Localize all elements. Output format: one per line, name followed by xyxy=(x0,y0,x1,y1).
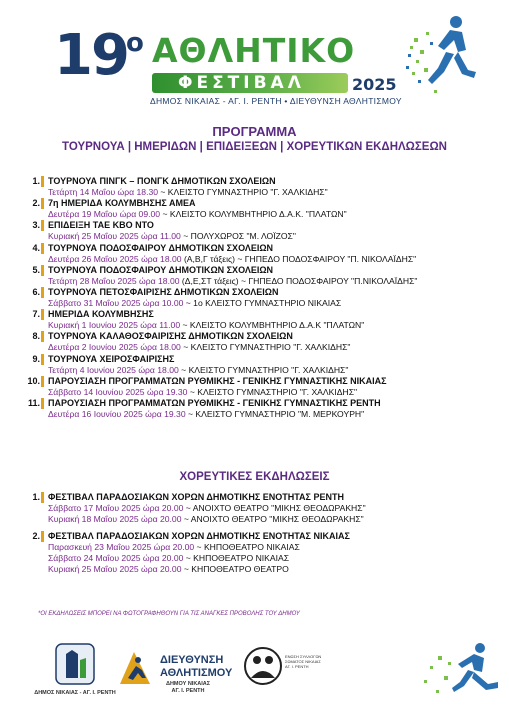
item-title: ΤΟΥΡΝΟΥΑ ΠΕΤΟΣΦΑΙΡΙΣΗΣ ΔΗΜΟΤΙΚΩΝ ΣΧΟΛΕΙΩΝ xyxy=(48,286,279,297)
item-title-row xyxy=(26,331,486,342)
directorate-title-line1: ΔΙΕΥΘΥΝΣΗ xyxy=(160,654,224,666)
item-title-row xyxy=(26,531,486,542)
edition-degree: ο xyxy=(126,28,144,58)
item-date: Κυριακή 25 Μαΐου 2025 ώρα 20.00 xyxy=(48,564,182,574)
dance-list xyxy=(26,492,486,581)
item-date: Σάββατο 24 Μαΐου 2025 ώρα 20.00 xyxy=(48,553,184,563)
item-title: ΗΜΕΡΙΔΑ ΚΟΛΥΜΒΗΣΗΣ xyxy=(48,309,154,320)
item-accent-bar xyxy=(41,398,44,409)
item-title-row xyxy=(26,492,486,503)
item-number: 4. xyxy=(32,242,40,253)
item-title: ΤΟΥΡΝΟΥΑ ΠΟΔΟΣΦΑΙΡΟΥ ΔΗΜΟΤΙΚΩΝ ΣΧΟΛΕΙΩΝ xyxy=(48,242,274,253)
directorate-sub-line1: ΔΗΜΟΥ ΝΙΚΑΙΑΣ xyxy=(166,681,211,687)
item-title: ΠΑΡΟΥΣΙΑΣΗ ΠΡΟΓΡΑΜΜΑΤΩΝ ΡΥΘΜΙΚΗΣ - ΓΕΝΙΚΗΣ ΓΥΜΝΑΣΤΙΚΗΣ ΝΙΚΑΙΑΣ xyxy=(48,375,387,386)
list-item xyxy=(26,176,486,198)
program-heading: ΠΡΟΓΡΑΜΜΑ xyxy=(212,124,297,139)
item-number: 2. xyxy=(32,198,40,209)
item-detail xyxy=(26,342,486,353)
item-accent-bar xyxy=(41,243,44,254)
item-number: 5. xyxy=(32,264,40,275)
item-venue: ~ 1ο ΚΛΕΙΣΤΟ ΓΥΜΝΑΣΤΗΡΙΟ ΝΙΚΑΙΑΣ xyxy=(183,297,342,308)
item-number: 9. xyxy=(32,353,40,364)
item-date: Σάββατο 31 Μαΐου 2025 ώρα 10.00 xyxy=(48,297,184,308)
item-detail xyxy=(26,298,486,309)
item-title-row xyxy=(26,198,486,209)
photo-note: *ΟΙ ΕΚΔΗΛΩΣΕΙΣ ΜΠΟΡΕΙ ΝΑ ΦΩΤΟΓΡΑΦΗΘΟΥΝ ΓΙΑ ΤΙΣ ΑΝΑΓΚΕΣ ΠΡΟΒΟΛΗΣ ΤΟΥ ΔΗΜΟΥ xyxy=(38,611,300,617)
list-item xyxy=(26,376,486,398)
item-title: ΦΕΣΤΙΒΑΛ ΠΑΡΑΔΟΣΙΑΚΩΝ ΧΟΡΩΝ ΔΗΜΟΤΙΚΗΣ ΕΝΟΤΗΤΑΣ ΡΕΝΤΗ xyxy=(48,492,344,502)
festival-year: 2025 xyxy=(352,75,397,94)
item-date: Δευτέρα 16 Ιουνίου 2025 ώρα 19.30 xyxy=(48,408,186,419)
program-subheading: ΤΟΥΡΝΟΥΑ | ΗΜΕΡΙΔΩΝ | ΕΠΙΔΕΙΞΕΩΝ | ΧΟΡΕΥΤΙΚΩΝ ΕΚΔΗΛΩΣΕΩΝ xyxy=(62,141,447,153)
association-logo xyxy=(243,644,283,688)
item-detail xyxy=(26,254,486,265)
item-title-row xyxy=(26,243,486,254)
item-date: Τετάρτη 4 Ιουνίου 2025 ώρα 18.00 xyxy=(48,364,179,375)
item-venue: ~ ΑΝΟΙΧΤΟ ΘΕΑΤΡΟ "ΜΙΚΗΣ ΘΕΟΔΩΡΑΚΗΣ" xyxy=(183,503,366,513)
list-item xyxy=(26,243,486,265)
item-title-row xyxy=(26,376,486,387)
item-venue: ~ ΚΛΕΙΣΤΟ ΓΥΜΝΑΣΤΗΡΙΟ "Γ. ΧΑΛΚΙΔΗΣ" xyxy=(158,187,328,197)
list-item xyxy=(26,354,486,376)
item-venue: ~ ΚΛΕΙΣΤΟ ΓΥΜΝΑΣΤΗΡΙΟ "Γ. ΧΑΛΚΙΔΗΣ" xyxy=(178,364,349,375)
item-venue: ~ ΠΟΛΥΧΩΡΟΣ "Μ. ΛΟΪΖΟΣ" xyxy=(180,231,296,242)
item-number: 3. xyxy=(32,220,40,231)
festival-title: ΑΘΛΗΤΙΚΟ xyxy=(152,31,356,70)
list-item xyxy=(26,398,486,420)
sprinter-illustration xyxy=(418,636,506,706)
item-venue: ~ ΚΛΕΙΣΤΟ ΓΥΜΝΑΣΤΗΡΙΟ "Μ. ΜΕΡΚΟΥΡΗ" xyxy=(185,408,365,419)
item-detail xyxy=(26,409,486,420)
item-number: 6. xyxy=(32,286,40,297)
item-venue: ~ ΑΝΟΙΧΤΟ ΘΕΑΤΡΟ "ΜΙΚΗΣ ΘΕΟΔΩΡΑΚΗΣ" xyxy=(181,514,364,524)
item-date: Τετάρτη 28 Μαΐου 2025 ώρα 18.00 xyxy=(48,275,180,286)
item-detail xyxy=(26,564,486,575)
item-detail xyxy=(26,387,486,398)
item-number: 8. xyxy=(32,331,40,342)
municipality-logo xyxy=(50,640,100,688)
item-number: 2. xyxy=(32,531,40,541)
item-title-row xyxy=(26,176,486,187)
item-date: Σάββατο 17 Μαΐου 2025 ώρα 20.00 xyxy=(48,503,184,513)
item-title-row xyxy=(26,287,486,298)
item-venue: (Α,Β,Γ τάξεις) ~ ΓΗΠΕΔΟ ΠΟΔΟΣΦΑΙΡΟΥ "Π. ΝΙΚΟΛΑΪΔΗΣ" xyxy=(181,253,417,264)
list-item xyxy=(26,531,486,575)
directorate-title-line2: ΑΘΛΗΤΙΣΜΟΥ xyxy=(160,667,233,679)
municipality-caption: ΔΗΜΟΣ ΝΙΚΑΙΑΣ - ΑΓ. Ι. ΡΕΝΤΗ xyxy=(34,690,116,696)
dance-heading: ΧΟΡΕΥΤΙΚΕΣ ΕΚΔΗΛΩΣΕΙΣ xyxy=(179,471,330,483)
sports-directorate-logo xyxy=(116,648,154,688)
list-item xyxy=(26,331,486,353)
list-item xyxy=(26,220,486,242)
edition-number: 19 xyxy=(54,23,128,88)
item-date: Κυριακή 1 Ιουνίου 2025 ώρα 11.00 xyxy=(48,320,181,331)
organizer-line: ΔΗΜΟΣ ΝΙΚΑΙΑΣ - ΑΓ. Ι. ΡΕΝΤΗ • ΔΙΕΥΘΥΝΣΗ ΑΘΛΗΤΙΣΜΟΥ xyxy=(150,96,402,106)
item-title: ΤΟΥΡΝΟΥΑ ΠΟΔΟΣΦΑΙΡΟΥ ΔΗΜΟΤΙΚΩΝ ΣΧΟΛΕΙΩΝ xyxy=(48,264,274,275)
item-detail xyxy=(26,503,486,514)
item-venue: ~ ΚΛΕΙΣΤΟ ΓΥΜΝΑΣΤΗΡΙΟ "Γ. ΧΑΛΚΙΔΗΣ" xyxy=(180,342,351,353)
item-title-row xyxy=(26,309,486,320)
item-detail xyxy=(26,542,486,553)
item-number: 7. xyxy=(32,309,40,320)
item-title-row xyxy=(26,265,486,276)
item-accent-bar xyxy=(41,531,44,542)
item-accent-bar xyxy=(41,309,44,320)
item-detail xyxy=(26,209,486,220)
directorate-subtitle xyxy=(166,681,210,695)
list-item xyxy=(26,492,486,525)
item-accent-bar xyxy=(41,354,44,365)
item-detail xyxy=(26,320,486,331)
item-title: ΤΟΥΡΝΟΥΑ ΠΙΝΓΚ – ΠΟΝΓΚ ΔΗΜΟΤΙΚΩΝ ΣΧΟΛΕΙΩΝ xyxy=(48,176,276,186)
item-title-row xyxy=(26,220,486,231)
item-detail xyxy=(26,231,486,242)
item-detail xyxy=(26,514,486,525)
item-date: Δευτέρα 19 Μαΐου ώρα 09.00 xyxy=(48,209,161,220)
item-accent-bar xyxy=(41,220,44,231)
item-title: ΤΟΥΡΝΟΥΑ ΧΕΙΡΟΣΦΑΙΡΙΣΗΣ xyxy=(48,353,175,364)
program-list xyxy=(26,176,486,420)
item-accent-bar xyxy=(41,376,44,387)
item-title: ΕΠΙΔΕΙΞΗ ΤΑΕ ΚΒΟ ΝΤΟ xyxy=(48,220,154,231)
item-detail xyxy=(26,365,486,376)
item-venue: ~ ΚΗΠΟΘΕΑΤΡΟ ΝΙΚΑΙΑΣ xyxy=(194,542,300,552)
runner-illustration xyxy=(404,10,484,106)
item-detail xyxy=(26,553,486,564)
item-number: 11. xyxy=(27,397,40,408)
list-item xyxy=(26,198,486,220)
item-venue: ~ ΚΗΠΟΘΕΑΤΡΟ ΘΕΑΤΡΟ xyxy=(181,564,289,574)
item-detail xyxy=(26,187,486,198)
header xyxy=(0,0,509,112)
directorate-sub-line2: ΑΓ. Ι. ΡΕΝΤΗ xyxy=(171,688,205,694)
item-date: Τετάρτη 14 Μαΐου ώρα 18.30 xyxy=(48,187,159,197)
item-date: Παρασκευή 23 Μαΐου 2025 ώρα 20.00 xyxy=(48,542,195,552)
item-venue: ~ ΚΗΠΟΘΕΑΤΡΟ ΝΙΚΑΙΑΣ xyxy=(183,553,290,563)
item-venue: ~ ΚΛΕΙΣΤΟ ΓΥΜΝΑΣΤΗΡΙΟ "Γ. ΧΑΛΚΙΔΗΣ" xyxy=(187,386,358,397)
item-title: ΠΑΡΟΥΣΙΑΣΗ ΠΡΟΓΡΑΜΜΑΤΩΝ ΡΥΘΜΙΚΗΣ - ΓΕΝΙΚΗΣ ΓΥΜΝΑΣΤΙΚΗΣ ΡΕΝΤΗ xyxy=(48,397,381,408)
item-venue: (Δ,Ε,ΣΤ τάξεις) ~ ΓΗΠΕΔΟ ΠΟΔΟΣΦΑΙΡΟΥ "Π.ΝΙΚΟΛΑΪΔΗΣ" xyxy=(179,275,418,286)
item-date: Σάββατο 14 Ιουνίου 2025 ώρα 19.30 xyxy=(48,386,188,397)
item-number: 1. xyxy=(32,176,40,186)
item-accent-bar xyxy=(41,331,44,342)
item-detail xyxy=(26,276,486,287)
item-accent-bar xyxy=(41,287,44,298)
festival-subtitle: ΦΕΣΤΙΒΑΛ xyxy=(178,73,305,93)
item-title: ΤΟΥΡΝΟΥΑ ΚΑΛΑΘΟΣΦΑΙΡΙΣΗΣ ΔΗΜΟΤΙΚΩΝ ΣΧΟΛΕΙΩΝ xyxy=(48,331,293,342)
item-date: Δευτέρα 2 Ιουνίου 2025 ώρα 18.00 xyxy=(48,342,181,353)
item-title-row xyxy=(26,354,486,365)
item-venue: ~ ΚΛΕΙΣΤΟ ΚΟΛΥΜΒΗΤΗΡΙΟ Δ.Α.Κ "ΠΛΑΤΩΝ" xyxy=(180,320,365,331)
item-title: ΦΕΣΤΙΒΑΛ ΠΑΡΑΔΟΣΙΑΚΩΝ ΧΟΡΩΝ ΔΗΜΟΤΙΚΗΣ ΕΝΟΤΗΤΑΣ ΝΙΚΑΙΑΣ xyxy=(48,531,350,541)
item-accent-bar xyxy=(41,176,44,187)
item-number: 1. xyxy=(32,492,40,502)
list-item xyxy=(26,265,486,287)
item-accent-bar xyxy=(41,265,44,276)
item-accent-bar xyxy=(41,492,44,503)
item-title-row xyxy=(26,398,486,409)
list-item xyxy=(26,309,486,331)
item-date: Κυριακή 18 Μαΐου 2025 ώρα 20.00 xyxy=(48,514,182,524)
item-date: Κυριακή 25 Μαΐου 2025 ώρα 11.00 xyxy=(48,231,181,242)
association-caption: ΕΝΩΣΗ ΣΥΛΛΟΓΩΝ ΣΩΜΑΤΟΣ ΝΙΚΑΙΑΣ ΑΓ. Ι. ΡΕΝΤΗ xyxy=(285,654,322,669)
list-item xyxy=(26,287,486,309)
item-number: 10. xyxy=(27,375,40,386)
item-venue: ~ ΚΛΕΙΣΤΟ ΚΟΛΥΜΒΗΤΗΡΙΟ Δ.Α.Κ. "ΠΛΑΤΩΝ" xyxy=(160,209,347,220)
item-date: Δευτέρα 26 Μαΐου 2025 ώρα 18.00 xyxy=(48,253,182,264)
item-accent-bar xyxy=(41,198,44,209)
directorate-title xyxy=(160,654,232,680)
item-title: 7η ΗΜΕΡΙΔΑ ΚΟΛΥΜΒΗΣΗΣ ΑΜΕΑ xyxy=(48,198,196,209)
